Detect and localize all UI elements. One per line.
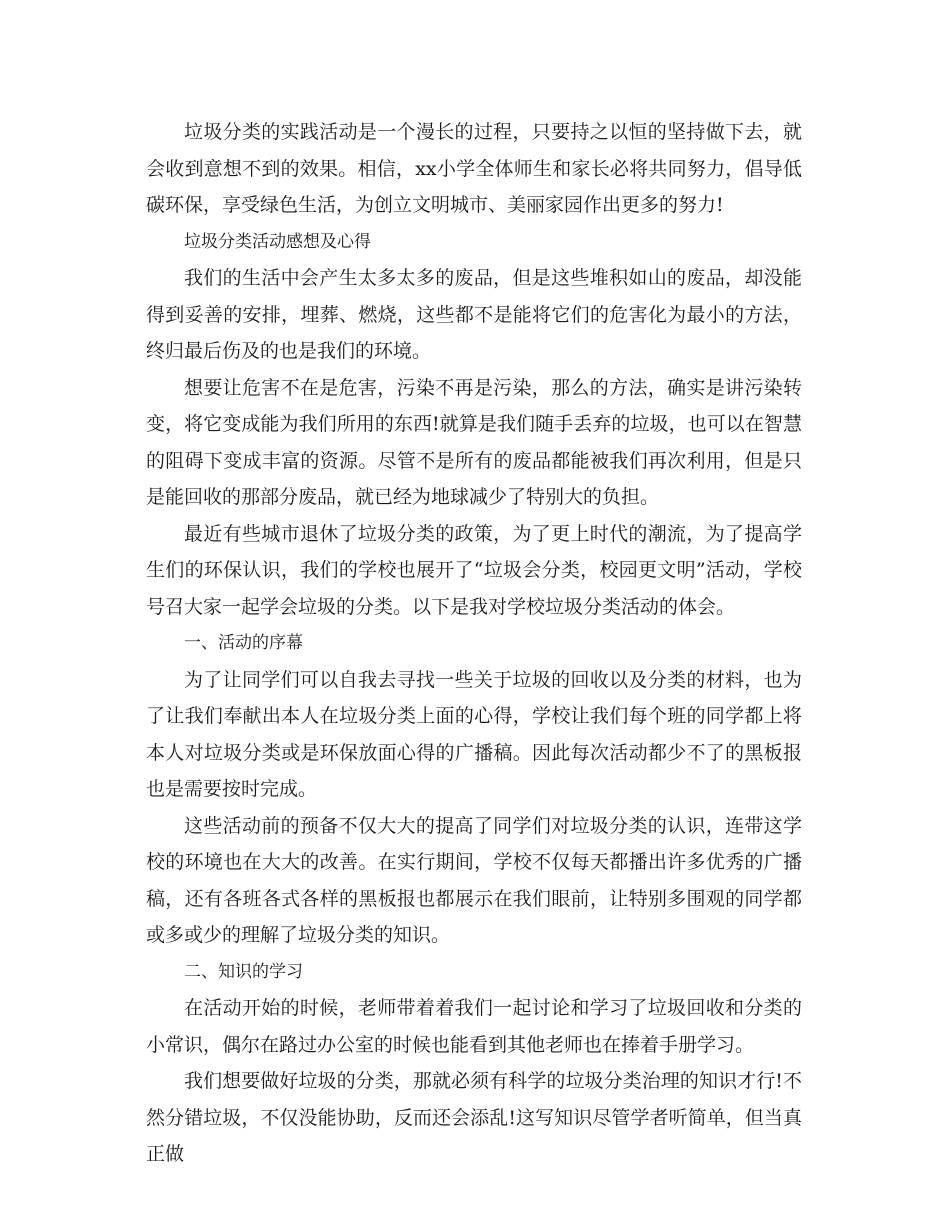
paragraph: 为了让同学们可以自我去寻找一些关于垃圾的回收以及分类的材料，也为了让我们奉献出本人在垃圾分类上面的心得，学校让我们每个班的同学都上将本人对垃圾分类或是环保放面心得的广播稿。因此每次活动都少不了的黑板报也是需要按时完成。 [146,668,802,800]
paragraph: 我们的生活中会产生太多太多的废品，但是这些堆积如山的废品，却没能得到妥善的安排，埋葬、燃烧，这些都不是能将它们的危害化为最小的方法，终归最后伤及的也是我们的环境。 [146,267,802,362]
paragraph: 最近有些城市退休了垃圾分类的政策，为了更上时代的潮流，为了提高学生们的环保认识，我们的学校也展开了“垃圾会分类，校园更文明”活动，学校号召大家一起学会垃圾的分类。以下是我对学校垃圾分类活动的体会。 [146,522,802,618]
document-body [146,114,802,1173]
section-heading: 垃圾分类活动感想及心得 [184,231,371,252]
paragraph: 在活动开始的时候，老师带着着我们一起讨论和学习了垃圾回收和分类的小常识，偶尔在路过办公室的时候也能看到其他老师也在捧着手册学习。 [146,997,802,1056]
paragraph: 想要让危害不在是危害，污染不再是污染，那么的方法，确实是讲污染转变，将它变成能为我们所用的东西!就算是我们随手丢弃的垃圾，也可以在智慧的阻碍下变成丰富的资源。尽管不是所有的废品都能被我们再次利用，但是只是能回收的那部分废品，就已经为地球减少了特别大的负担。 [146,376,802,508]
paragraph: 这些活动前的预备不仅大大的提高了同学们对垃圾分类的认识，连带这学校的环境也在大大的改善。在实行期间，学校不仅每天都播出许多优秀的广播稿，还有各班各式各样的黑板报也都展示在我们眼前，让特别多围观的同学都或多或少的理解了垃圾分类的知识。 [146,814,802,946]
paragraph: 垃圾分类的实践活动是一个漫长的过程，只要持之以恒的坚持做下去，就会收到意想不到的效果。相信，xx小学全体师生和家长必将共同努力，倡导低碳环保，享受绿色生活，为创立文明城市、美丽家园作出更多的努力! [146,121,802,216]
paragraph: 我们想要做好垃圾的分类，那就必须有科学的垃圾分类治理的知识才行!不然分错垃圾，不仅没能协助，反而还会添乱!这写知识尽管学者听简单，但当真正做 [146,1070,802,1165]
section-heading: 一、活动的序幕 [184,633,303,653]
section-heading: 二、知识的学习 [184,961,303,982]
